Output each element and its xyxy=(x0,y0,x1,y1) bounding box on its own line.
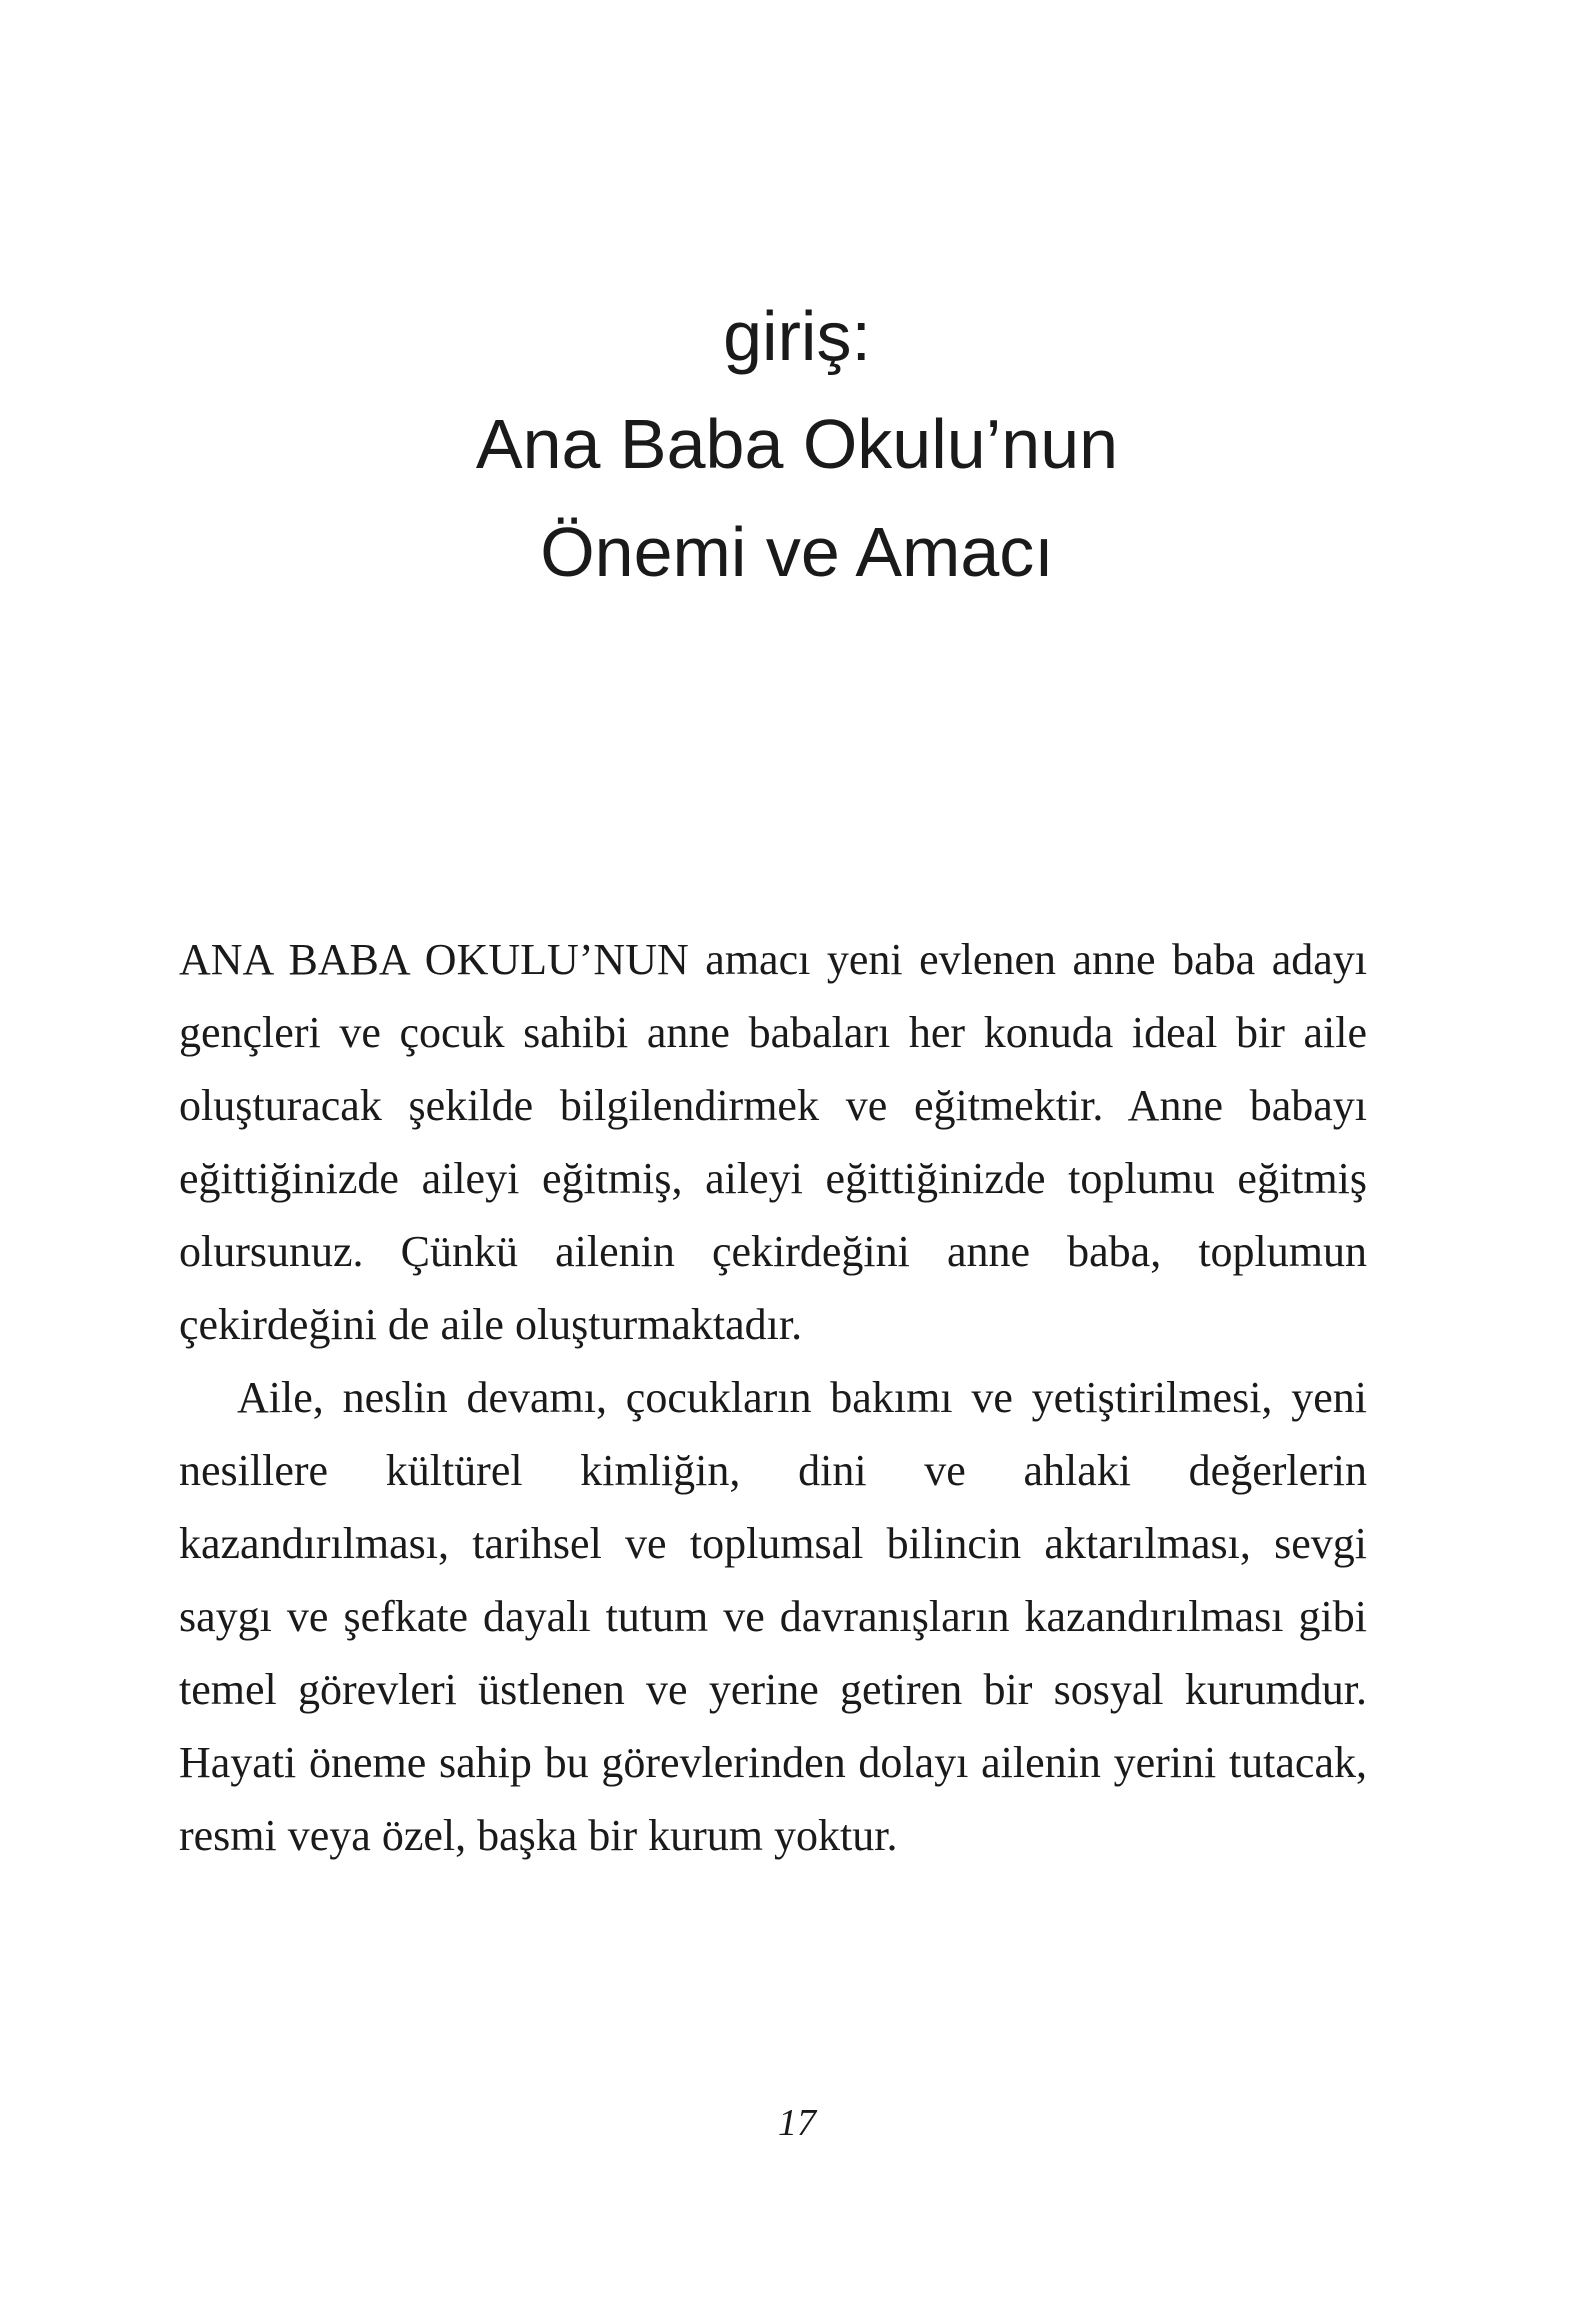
chapter-title-line-3: Önemi ve Amacı xyxy=(540,513,1054,591)
page-number: 17 xyxy=(778,2102,816,2144)
paragraph: Aile, neslin devamı, çocukların bakımı ve yetiştirilmesi, yeni nesillere kültürel kimliğin, dini ve ahlaki değerlerin kazandırılması, tarihsel ve toplumsal bilincin aktarılması, sevgi saygı ve şefkate dayalı tutum ve davranışların kazandırılması gibi temel görevleri üstlenen ve yerine getiren bir sosyal kurumdur. Hayati öneme sahip bu görevlerinden dolayı ailenin yerini tutacak, resmi veya özel, başka bir kurum yoktur. xyxy=(179,1373,1367,1860)
body-text xyxy=(179,923,1367,1872)
chapter-title-line-2: Ana Baba Okulu’nun xyxy=(475,405,1119,483)
chapter-title xyxy=(0,282,1594,606)
paragraph: ANA BABA OKULU’NUN amacı yeni evlenen anne baba adayı gençleri ve çocuk sahibi anne babaları her konuda ideal bir aile oluşturacak şekilde bilgilendirmek ve eğitmektir. Anne babayı eğittiğinizde aileyi eğitmiş, aileyi eğittiğinizde toplumu eğitmiş olursunuz. Çünkü ailenin çekirdeğini anne baba, toplumun çekirdeğini de aile oluşturmaktadır. xyxy=(179,935,1367,1349)
chapter-title-line-1: giriş: xyxy=(723,297,871,375)
